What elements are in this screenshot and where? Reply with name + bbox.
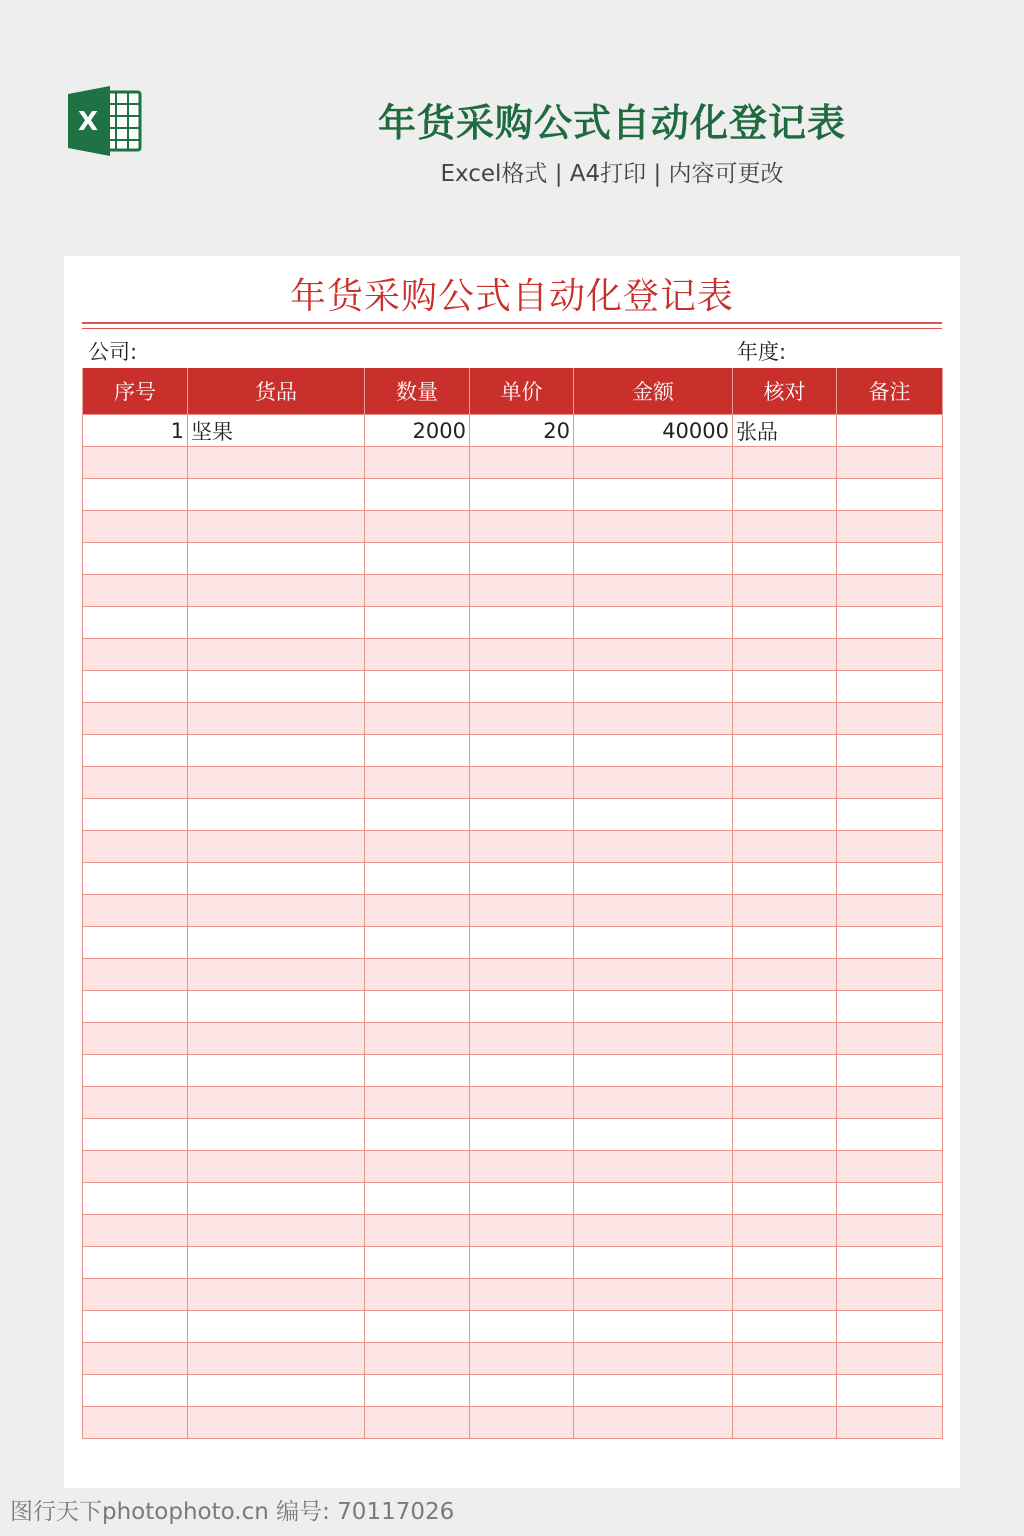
cell-note[interactable] [837,831,943,863]
cell-unit-price[interactable] [470,799,574,831]
cell-item[interactable] [188,735,365,767]
cell-note[interactable] [837,927,943,959]
cell-index[interactable] [83,991,188,1023]
cell-index[interactable] [83,1407,188,1439]
cell-checker[interactable]: 张品 [733,415,837,447]
cell-amount[interactable] [574,1279,733,1311]
cell-note[interactable] [837,1343,943,1375]
cell-amount[interactable] [574,991,733,1023]
cell-note[interactable] [837,1279,943,1311]
cell-amount[interactable] [574,575,733,607]
cell-amount[interactable] [574,1215,733,1247]
cell-item[interactable] [188,1279,365,1311]
cell-checker[interactable] [733,607,837,639]
cell-index[interactable] [83,543,188,575]
cell-amount[interactable] [574,1375,733,1407]
table-row [83,639,943,671]
table-row [83,1215,943,1247]
cell-amount[interactable] [574,1087,733,1119]
cell-quantity[interactable] [365,479,470,511]
cell-checker[interactable] [733,927,837,959]
cell-amount[interactable] [574,1247,733,1279]
column-header: 序号 [83,368,188,415]
cell-index[interactable] [83,1119,188,1151]
cell-unit-price[interactable]: 20 [470,415,574,447]
cell-checker[interactable] [733,1023,837,1055]
cell-quantity[interactable] [365,767,470,799]
cell-unit-price[interactable] [470,831,574,863]
cell-item[interactable] [188,1311,365,1343]
cell-note[interactable] [837,639,943,671]
cell-item[interactable] [188,959,365,991]
table-row [83,1151,943,1183]
table-row [83,1343,943,1375]
cell-quantity[interactable] [365,575,470,607]
cell-index[interactable] [83,831,188,863]
table-row [83,575,943,607]
cell-unit-price[interactable] [470,927,574,959]
cell-note[interactable] [837,447,943,479]
table-row [83,799,943,831]
cell-amount[interactable] [574,767,733,799]
cell-note[interactable] [837,735,943,767]
cell-amount[interactable] [574,639,733,671]
title-rule-thin [82,328,942,329]
cell-unit-price[interactable] [470,575,574,607]
cell-index[interactable] [83,1023,188,1055]
cell-index[interactable] [83,1247,188,1279]
cell-quantity[interactable] [365,927,470,959]
table-row [83,1311,943,1343]
cell-unit-price[interactable] [470,543,574,575]
cell-note[interactable] [837,767,943,799]
cell-quantity[interactable] [365,1055,470,1087]
column-header: 核对 [733,368,837,415]
cell-note[interactable] [837,479,943,511]
cell-checker[interactable] [733,671,837,703]
cell-note[interactable] [837,1055,943,1087]
cell-unit-price[interactable] [470,1023,574,1055]
cell-quantity[interactable] [365,735,470,767]
cell-unit-price[interactable] [470,511,574,543]
cell-checker[interactable] [733,1055,837,1087]
cell-amount[interactable] [574,831,733,863]
cell-amount[interactable] [574,863,733,895]
cell-note[interactable] [837,703,943,735]
cell-quantity[interactable] [365,895,470,927]
cell-checker[interactable] [733,511,837,543]
table-row [83,671,943,703]
cell-index[interactable] [83,639,188,671]
cell-checker[interactable] [733,991,837,1023]
cell-quantity[interactable] [365,831,470,863]
cell-note[interactable] [837,575,943,607]
cell-note[interactable] [837,1087,943,1119]
cell-checker[interactable] [733,1279,837,1311]
cell-amount[interactable] [574,703,733,735]
cell-amount[interactable] [574,543,733,575]
cell-note[interactable] [837,1215,943,1247]
cell-quantity[interactable] [365,799,470,831]
cell-quantity[interactable] [365,447,470,479]
company-label: 公司: [88,340,138,364]
table-row [83,1279,943,1311]
cell-index[interactable] [83,1375,188,1407]
cell-quantity[interactable] [365,671,470,703]
cell-item[interactable] [188,1055,365,1087]
cell-amount[interactable] [574,1151,733,1183]
cell-checker[interactable] [733,1311,837,1343]
column-header: 单价 [470,368,574,415]
cell-item[interactable] [188,767,365,799]
cell-unit-price[interactable] [470,1343,574,1375]
cell-checker[interactable] [733,895,837,927]
table-row [83,703,943,735]
cell-amount[interactable] [574,1407,733,1439]
cell-index[interactable] [83,927,188,959]
table-row [83,1087,943,1119]
cell-note[interactable] [837,895,943,927]
cell-index[interactable] [83,575,188,607]
cell-checker[interactable] [733,479,837,511]
cell-quantity[interactable] [365,1183,470,1215]
cell-quantity[interactable] [365,1087,470,1119]
cell-unit-price[interactable] [470,767,574,799]
cell-index[interactable] [83,1279,188,1311]
cell-index[interactable] [83,671,188,703]
table-row [83,447,943,479]
cell-checker[interactable] [733,1247,837,1279]
table-row [83,959,943,991]
cell-amount[interactable] [574,447,733,479]
table-row [83,1247,943,1279]
cell-checker[interactable] [733,703,837,735]
cell-amount[interactable] [574,799,733,831]
cell-item[interactable] [188,1119,365,1151]
cell-item[interactable] [188,543,365,575]
column-header: 货品 [188,368,365,415]
cell-checker[interactable] [733,639,837,671]
cell-unit-price[interactable] [470,735,574,767]
cell-note[interactable] [837,1311,943,1343]
cell-note[interactable] [837,543,943,575]
cell-item[interactable] [188,831,365,863]
cell-quantity[interactable] [365,1215,470,1247]
cell-index[interactable] [83,1055,188,1087]
cell-amount[interactable] [574,607,733,639]
cell-checker[interactable] [733,831,837,863]
page-title: 年货采购公式自动化登记表 [377,101,846,145]
cell-unit-price[interactable] [470,1279,574,1311]
table-row [83,415,943,447]
cell-item[interactable] [188,863,365,895]
cell-quantity[interactable] [365,1407,470,1439]
table-row [83,511,943,543]
table-row [83,1055,943,1087]
cell-checker[interactable] [733,575,837,607]
cell-unit-price[interactable] [470,1375,574,1407]
cell-item[interactable] [188,927,365,959]
cell-quantity[interactable] [365,1375,470,1407]
cell-quantity[interactable] [365,991,470,1023]
cell-note[interactable] [837,1119,943,1151]
cell-quantity[interactable] [365,1247,470,1279]
cell-unit-price[interactable] [470,1407,574,1439]
excel-icon-letter: X [77,107,99,137]
table-row [83,767,943,799]
cell-item[interactable] [188,447,365,479]
cell-amount[interactable] [574,511,733,543]
cell-unit-price[interactable] [470,1055,574,1087]
cell-unit-price[interactable] [470,863,574,895]
cell-checker[interactable] [733,767,837,799]
cell-index[interactable] [83,1343,188,1375]
cell-unit-price[interactable] [470,703,574,735]
cell-unit-price[interactable] [470,1247,574,1279]
cell-checker[interactable] [733,1375,837,1407]
table-row [83,895,943,927]
cell-quantity[interactable] [365,1311,470,1343]
cell-checker[interactable] [733,543,837,575]
cell-item[interactable] [188,799,365,831]
cell-checker[interactable] [733,1119,837,1151]
cell-amount[interactable] [574,479,733,511]
cell-item[interactable] [188,479,365,511]
cell-item[interactable] [188,607,365,639]
cell-amount[interactable] [574,1183,733,1215]
cell-item[interactable] [188,639,365,671]
column-header: 数量 [365,368,470,415]
cell-checker[interactable] [733,1407,837,1439]
cell-unit-price[interactable] [470,895,574,927]
cell-amount[interactable] [574,1055,733,1087]
column-header: 备注 [837,368,943,415]
table-row [83,1375,943,1407]
cell-unit-price[interactable] [470,1151,574,1183]
cell-checker[interactable] [733,1087,837,1119]
cell-item[interactable] [188,1407,365,1439]
cell-item[interactable] [188,1215,365,1247]
cell-quantity[interactable] [365,1119,470,1151]
table-header-row [83,368,943,415]
cell-index[interactable] [83,607,188,639]
cell-index[interactable]: 1 [83,415,188,447]
cell-index[interactable] [83,863,188,895]
cell-index[interactable] [83,1087,188,1119]
cell-quantity[interactable] [365,1279,470,1311]
title-rule [82,322,942,324]
cell-index[interactable] [83,959,188,991]
cell-item[interactable] [188,1151,365,1183]
cell-index[interactable] [83,479,188,511]
table-row [83,735,943,767]
cell-unit-price[interactable] [470,447,574,479]
cell-checker[interactable] [733,1183,837,1215]
cell-note[interactable] [837,1023,943,1055]
cell-note[interactable] [837,1247,943,1279]
excel-icon [68,86,142,156]
cell-amount[interactable] [574,1119,733,1151]
sheet-title: 年货采购公式自动化登记表 [289,276,734,317]
table-row [83,1119,943,1151]
cell-note[interactable] [837,671,943,703]
cell-unit-price[interactable] [470,1087,574,1119]
cell-amount[interactable] [574,1343,733,1375]
cell-index[interactable] [83,735,188,767]
cell-item[interactable] [188,511,365,543]
cell-checker[interactable] [733,959,837,991]
cell-amount[interactable] [574,735,733,767]
table-row [83,927,943,959]
cell-item[interactable] [188,1023,365,1055]
cell-checker[interactable] [733,735,837,767]
cell-unit-price[interactable] [470,671,574,703]
cell-unit-price[interactable] [470,639,574,671]
cell-checker[interactable] [733,1343,837,1375]
cell-unit-price[interactable] [470,1215,574,1247]
cell-unit-price[interactable] [470,1183,574,1215]
cell-index[interactable] [83,767,188,799]
column-header: 金额 [574,368,733,415]
table-row [83,1407,943,1439]
cell-note[interactable] [837,799,943,831]
cell-note[interactable] [837,863,943,895]
cell-note[interactable] [837,1375,943,1407]
table-row [83,1183,943,1215]
cell-note[interactable] [837,607,943,639]
cell-note[interactable] [837,511,943,543]
cell-item[interactable] [188,1375,365,1407]
cell-amount[interactable] [574,1311,733,1343]
table-row [83,831,943,863]
cell-amount[interactable] [574,1023,733,1055]
cell-checker[interactable] [733,447,837,479]
cell-item[interactable]: 坚果 [188,415,365,447]
cell-item[interactable] [188,895,365,927]
cell-item[interactable] [188,671,365,703]
cell-note[interactable] [837,1183,943,1215]
cell-amount[interactable] [574,959,733,991]
cell-note[interactable] [837,1407,943,1439]
cell-unit-price[interactable] [470,607,574,639]
cell-item[interactable] [188,1247,365,1279]
cell-amount[interactable] [574,895,733,927]
cell-quantity[interactable] [365,863,470,895]
cell-item[interactable] [188,991,365,1023]
cell-index[interactable] [83,1151,188,1183]
cell-unit-price[interactable] [470,479,574,511]
cell-unit-price[interactable] [470,991,574,1023]
cell-index[interactable] [83,895,188,927]
cell-item[interactable] [188,1343,365,1375]
cell-item[interactable] [188,1183,365,1215]
cell-quantity[interactable] [365,607,470,639]
cell-note[interactable] [837,959,943,991]
cell-item[interactable] [188,1087,365,1119]
table-row [83,863,943,895]
cell-quantity[interactable] [365,1023,470,1055]
cell-note[interactable] [837,415,943,447]
cell-index[interactable] [83,1183,188,1215]
watermark: 图行天下photophoto.cn 编号: 70117026 [10,1499,455,1525]
table-row [83,991,943,1023]
cell-index[interactable] [83,511,188,543]
cell-quantity[interactable] [365,703,470,735]
cell-quantity[interactable] [365,959,470,991]
cell-unit-price[interactable] [470,1119,574,1151]
cell-index[interactable] [83,447,188,479]
cell-item[interactable] [188,575,365,607]
cell-amount[interactable] [574,927,733,959]
cell-quantity[interactable] [365,639,470,671]
table-row [83,479,943,511]
table-row [83,543,943,575]
cell-quantity[interactable] [365,511,470,543]
cell-index[interactable] [83,1215,188,1247]
cell-note[interactable] [837,1151,943,1183]
cell-note[interactable] [837,991,943,1023]
cell-index[interactable] [83,1311,188,1343]
cell-checker[interactable] [733,1151,837,1183]
cell-checker[interactable] [733,1215,837,1247]
cell-quantity[interactable] [365,1343,470,1375]
table-row [83,1023,943,1055]
cell-index[interactable] [83,799,188,831]
cell-checker[interactable] [733,799,837,831]
cell-quantity[interactable] [365,1151,470,1183]
register-table [82,368,943,1439]
year-label: 年度: [737,340,787,364]
cell-unit-price[interactable] [470,959,574,991]
cell-amount[interactable]: 40000 [574,415,733,447]
table-row [83,607,943,639]
cell-quantity[interactable] [365,543,470,575]
page-subtitle: Excel格式 | A4打印 | 内容可更改 [440,161,784,187]
cell-item[interactable] [188,703,365,735]
cell-amount[interactable] [574,671,733,703]
cell-unit-price[interactable] [470,1311,574,1343]
cell-index[interactable] [83,703,188,735]
cell-quantity[interactable]: 2000 [365,415,470,447]
cell-checker[interactable] [733,863,837,895]
